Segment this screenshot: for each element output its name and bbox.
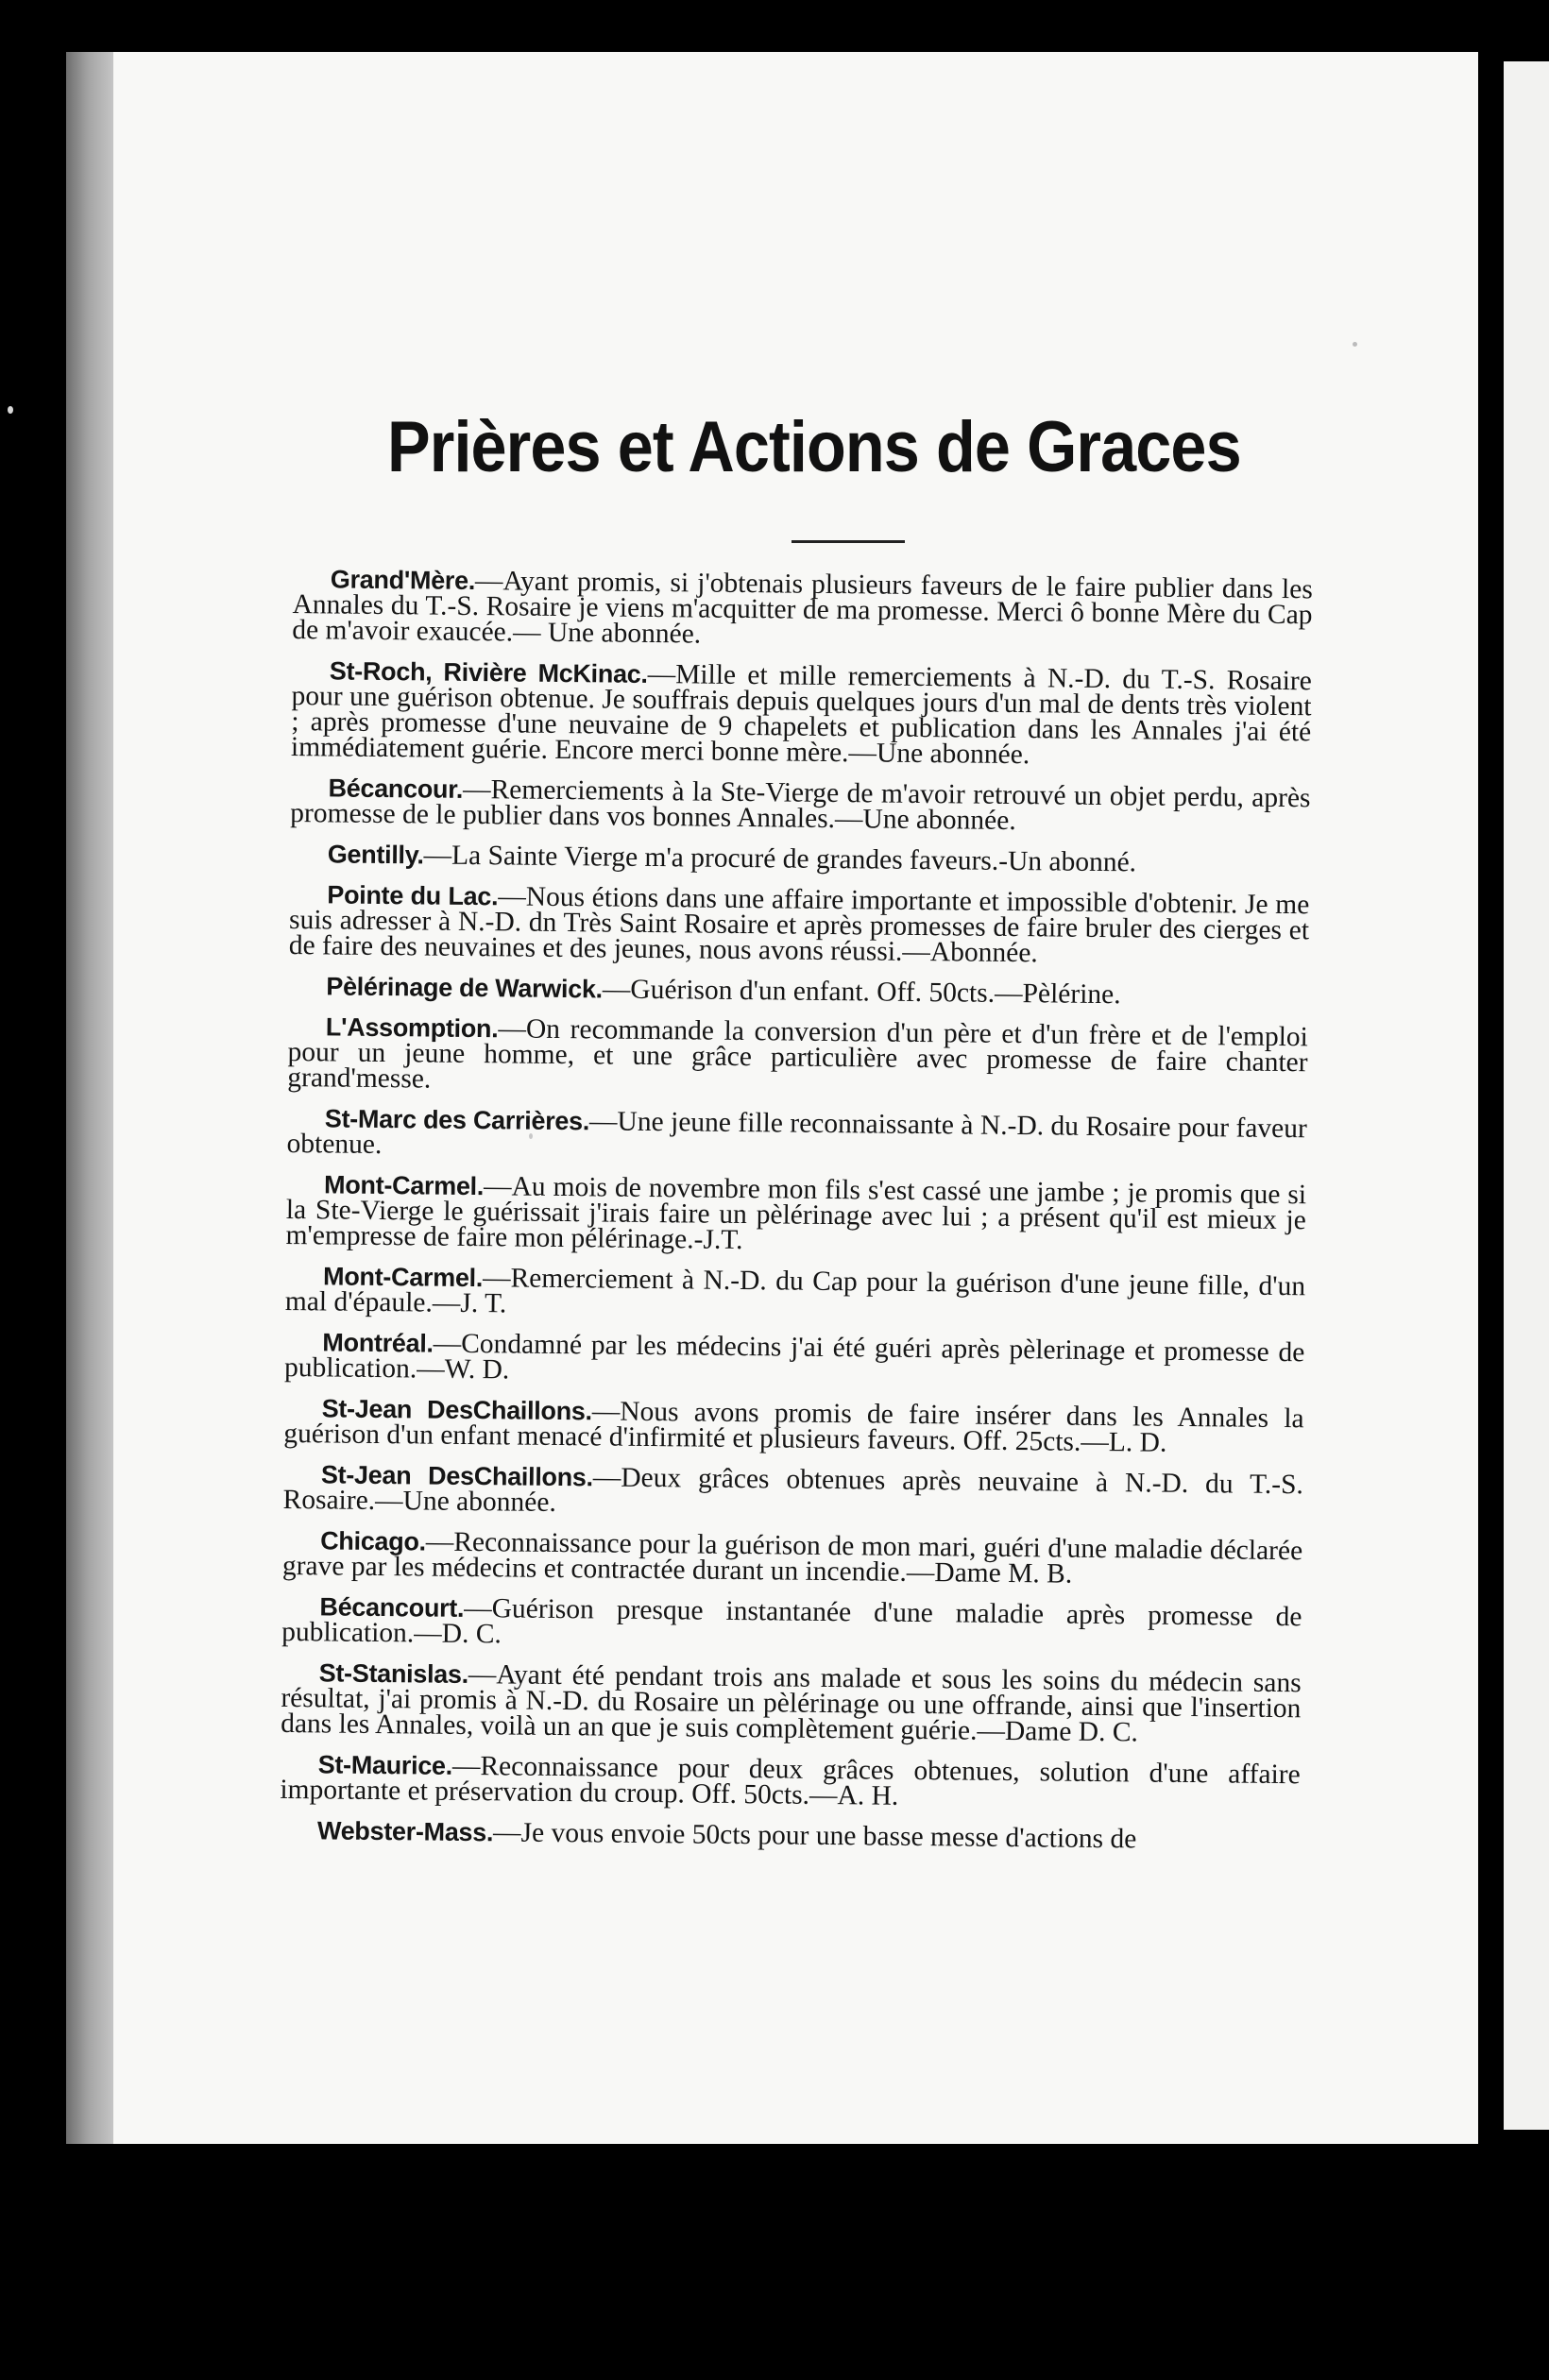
entry-text: —Remerciement à N.-D. du Cap pour la guérison d'une jeune fille, d'un mal d'épaule.—J. T. [284, 1263, 1306, 1319]
entry-text: —Nous avons promis de faire insérer dans les Annales la guérison d'un enfant menacé d'infirmité et plusieurs faveurs. Off. 25cts.—L. D. [283, 1396, 1304, 1458]
entry-place: St-Maurice. [317, 1750, 453, 1780]
entry-text: —Ayant promis, si j'obtenais plusieurs faveurs de le faire publier dans les Annales du T.-S. Rosaire je viens m'acquitter de ma promesse. Merci ô bonne Mère du Cap de m'avoir exaucée.— Une abonnée. [292, 566, 1313, 650]
entry [283, 1396, 1304, 1457]
entry [291, 658, 1312, 771]
entry [287, 1014, 1308, 1101]
entry [280, 1818, 1300, 1854]
entry-text: —La Sainte Vierge m'a procuré de grandes faveurs.-Un abonné. [423, 840, 1137, 878]
entry-text: —Nous étions dans une affaire importante et impossible d'obtenir. Je me suis adresser à N.-D. dn Très Saint Rosaire et après promesses de faire bruler des cierges et de faire des neuvaines et des jeunes, nous avons réussi.—Abonnée. [288, 881, 1310, 969]
entry [280, 1752, 1301, 1813]
entry-text: —Remerciements à la Ste-Vierge de m'avoir retrouvé un objet perdu, après promesse de le publier dans vos bonnes Annales.—Une abonnée. [290, 774, 1311, 837]
entry-text: —Reconnaissance pour deux grâces obtenues, solution d'une affaire importante et préservation du croup. Off. 50cts.—A. H. [280, 1750, 1301, 1811]
entry [283, 1462, 1304, 1523]
entry [282, 1528, 1303, 1590]
entry-place: St-Jean DesChaillons. [321, 1394, 592, 1426]
entry [289, 882, 1310, 969]
entry [281, 1594, 1302, 1656]
entry [288, 974, 1308, 1010]
entry-place: Webster-Mass. [316, 1816, 494, 1847]
entry-place: Pointe du Lac. [327, 880, 499, 911]
page-title: Prières et Actions de Graces [387, 407, 1241, 487]
entry-place: St-Jean DesChaillons. [320, 1460, 593, 1492]
entry-text: —Guérison presque instantanée d'une maladie après promesse de publication.—D. C. [281, 1592, 1302, 1650]
entry-text: —Au mois de novembre mon fils s'est cassé une jambe ; je promis que si la Ste-Vierge le guérissait j'irais faire un pèlérinage avec lui ; a présent qu'il est mieux je m'empresse de faire mon pélérinage.-J.T. [285, 1171, 1307, 1256]
entry-text: —Ayant été pendant trois ans malade et sous les soins du médecin sans résultat, j'ai promis à N.-D. du Rosaire un pèlérinage ou une offrande, ainsi que l'insertion dans les Annales, voilà un an que je suis complètement guérie.—Dame D. C. [281, 1659, 1302, 1748]
entry [281, 1660, 1302, 1747]
entry-text: —Mille et mille remerciements à N.-D. du T.-S. Rosaire pour une guérison obtenue. Je souffrais depuis quelques jours d'un mal de dents très violent ; après promesse d'une neuvaine de 9 chapelets et publication dans les Annales j'ai été immédiatement guérie. Encore merci bonne mère.—Une abonnée. [290, 658, 1312, 771]
entry-place: Bécancour. [328, 774, 464, 804]
entry-place: Mont-Carmel. [322, 1262, 484, 1293]
entry-place: L'Assomption. [325, 1012, 499, 1044]
entry [290, 775, 1311, 837]
entry-place: St-Stanislas. [318, 1658, 469, 1690]
entry-place: St-Marc des Carrières. [324, 1104, 590, 1136]
entry [290, 842, 1310, 877]
entry [285, 1172, 1306, 1259]
dust-speck [1353, 342, 1357, 347]
entry-text: —Condamné par les médecins j'ai été guéri après pèlerinage et promesse de publication.—W. D. [283, 1328, 1305, 1386]
entry-text: —Je vous envoie 50cts pour une basse messe d'actions de [492, 1817, 1137, 1855]
entry-place: Chicago. [320, 1526, 426, 1556]
entry-place: Gentilly. [327, 840, 424, 870]
entry-text: —Deux grâces obtenues après neuvaine à N.-D. du T.-S. Rosaire.—Une abonnée. [282, 1462, 1304, 1518]
entry-place: Montréal. [322, 1328, 434, 1358]
entry-place: St-Roch, Rivière McKinac. [329, 656, 648, 688]
entry-place: Pèlérinage de Warwick. [326, 972, 604, 1004]
entry-text: —Reconnaissance pour la guérison de mon mari, guéri d'une maladie déclarée grave par les médecins et contractée durant un incendie.—Dame M. B. [281, 1526, 1303, 1590]
entry-text: —Une jeune fille reconnaissante à N.-D. du Rosaire pour faveur obtenue. [286, 1106, 1307, 1161]
entry [292, 567, 1313, 654]
entry-place: Bécancourt. [319, 1592, 465, 1623]
entry-text: —Guérison d'un enfant. Off. 50cts.—Pèlérine. [602, 974, 1121, 1011]
entry [286, 1106, 1307, 1167]
entry-text: —On recommande la conversion d'un père et d'un frère et de l'emploi pour un jeune homme, et une grâce particulière avec promesse de faire chanter grand'messe. [287, 1013, 1309, 1095]
title-rule [792, 540, 905, 543]
entries-list [280, 567, 1313, 1869]
entry [284, 1330, 1305, 1391]
entry [285, 1264, 1306, 1325]
entry-place: Grand'Mère. [330, 565, 476, 596]
dust-speck [8, 406, 13, 414]
entry-place: Mont-Carmel. [323, 1170, 485, 1201]
facing-page-edge [1504, 61, 1549, 2130]
